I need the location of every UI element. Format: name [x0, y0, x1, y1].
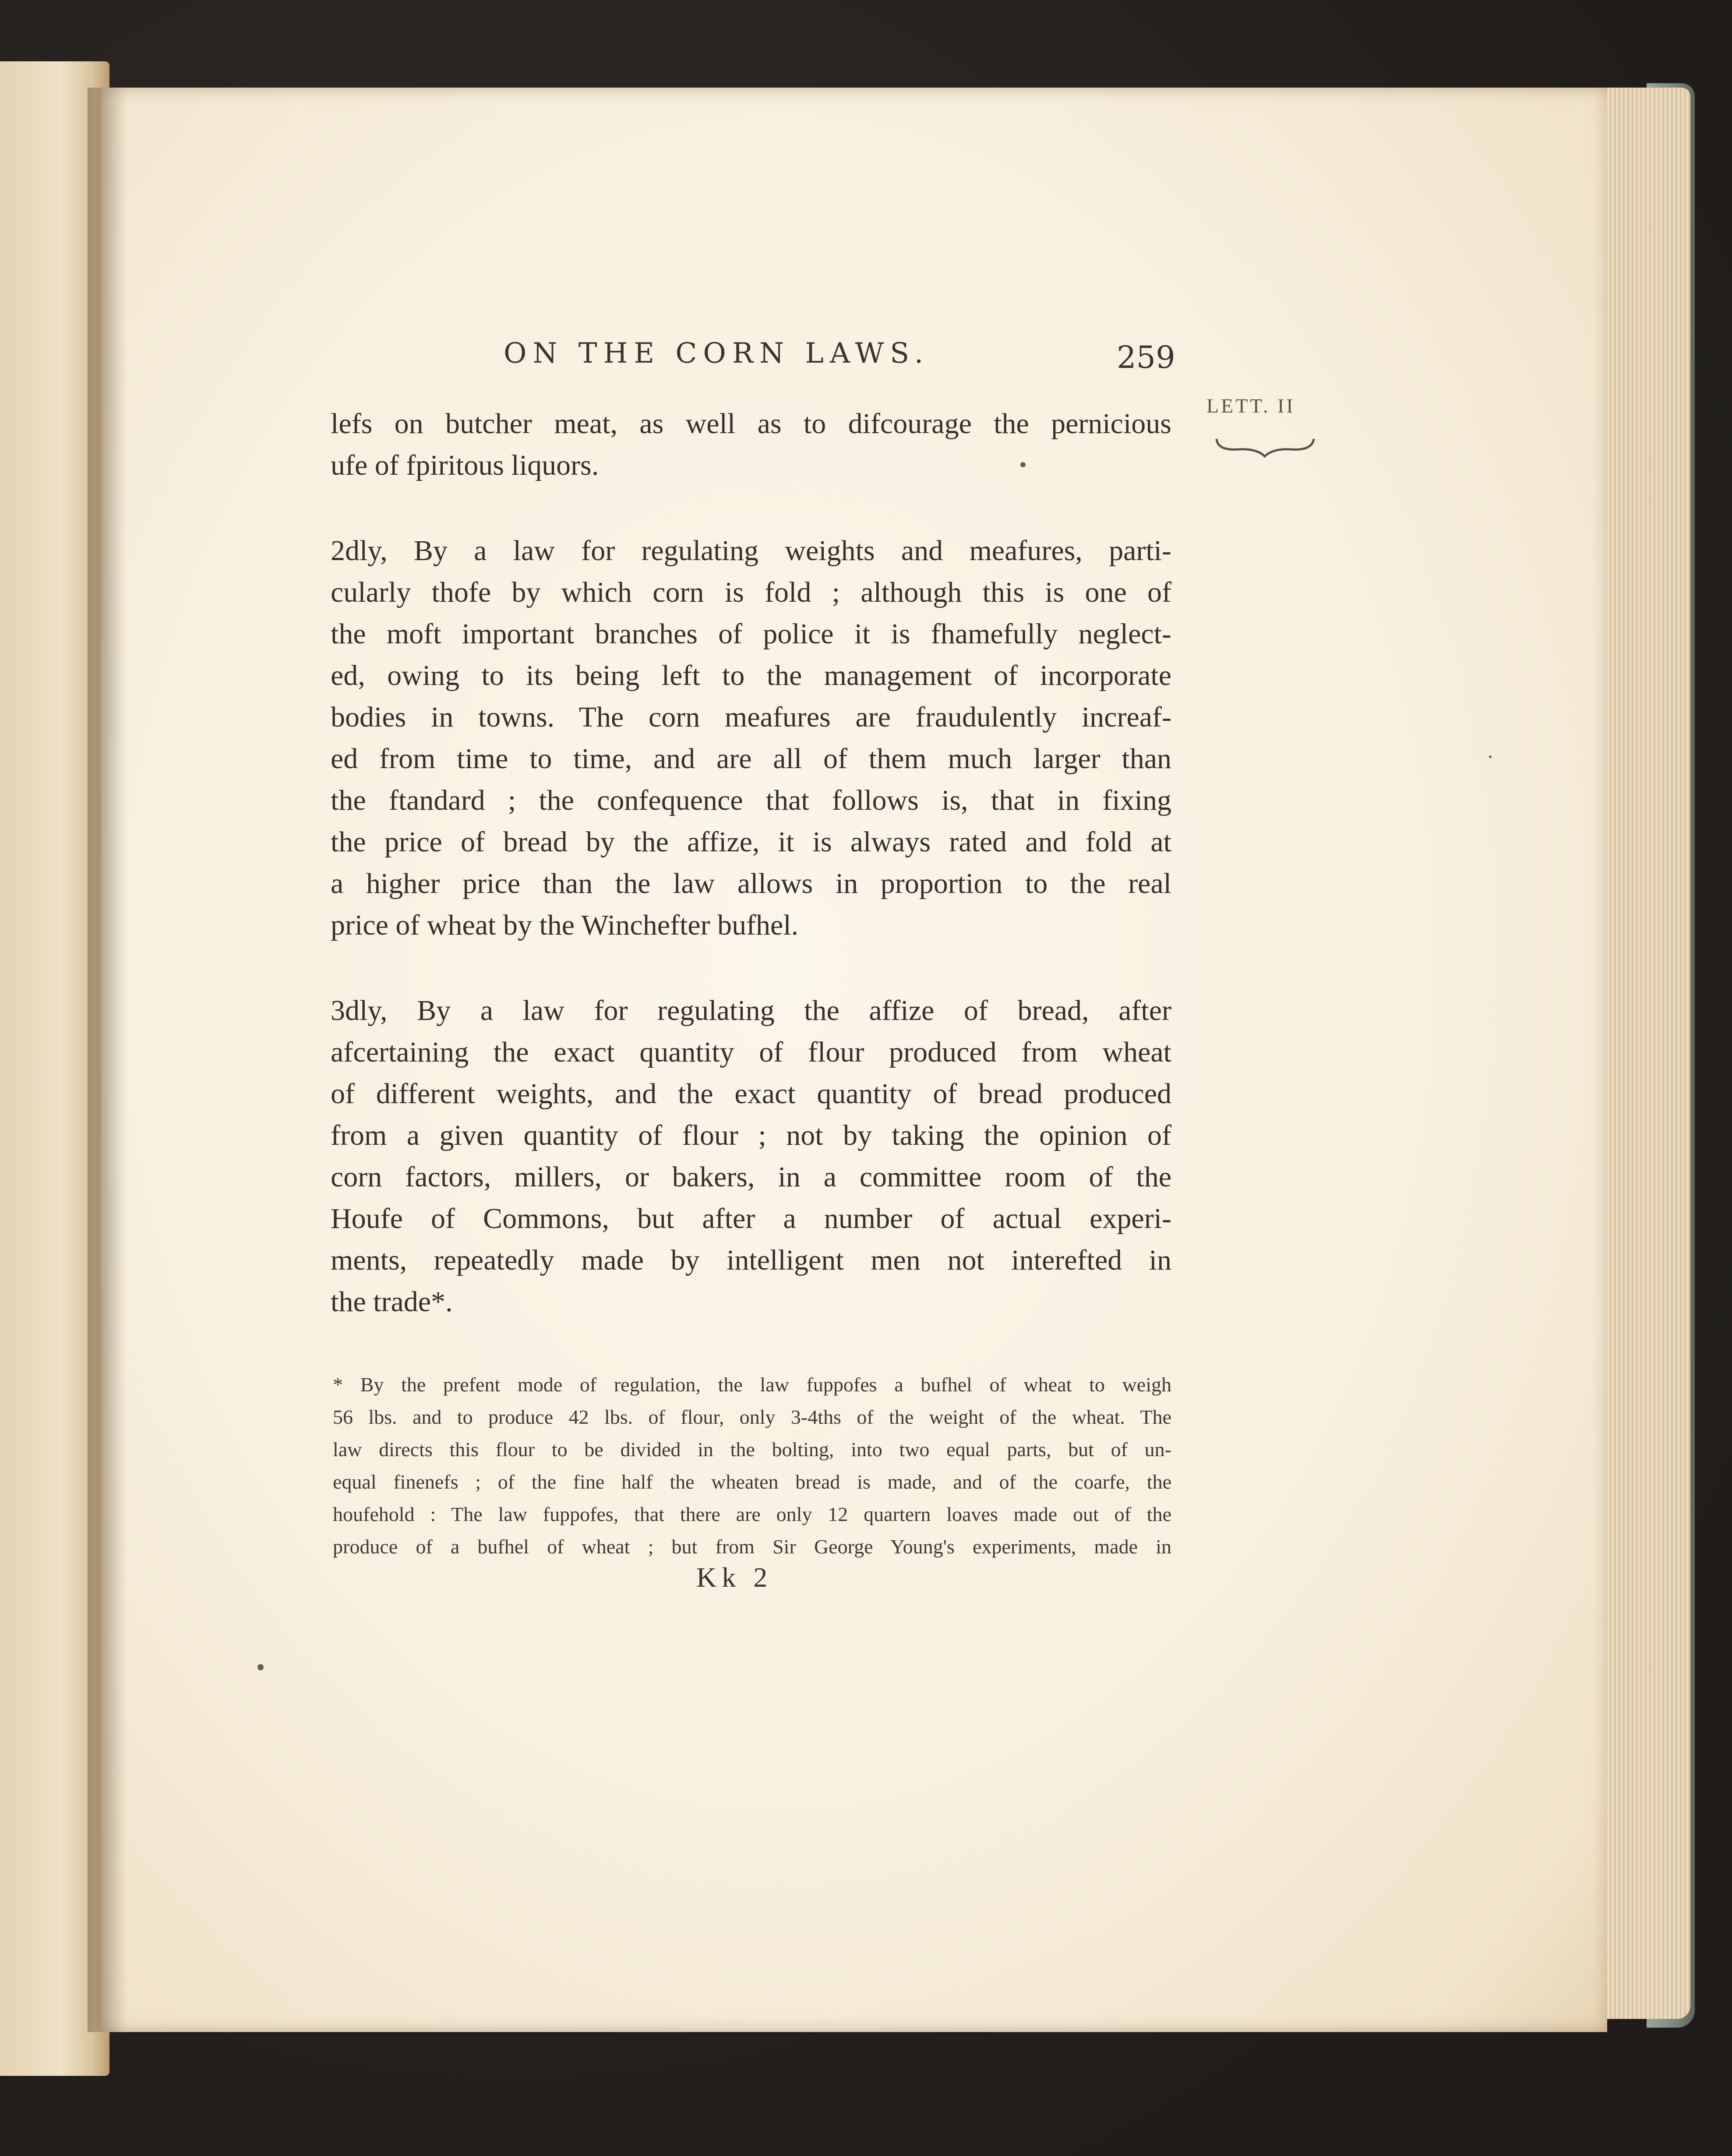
text-line: corn factors, millers, or bakers, in a committee room of the: [331, 1161, 1171, 1193]
text-line: bodies in towns. The corn meafures are fraudulently increaf-: [331, 701, 1171, 733]
footnote: [333, 1369, 1171, 1563]
footnote-line: 56 lbs. and to produce 42 lbs. of flour, only 3-4ths of the weight of the wheat. The: [333, 1406, 1171, 1428]
text-line: afcertaining the exact quantity of flour produced from wheat: [331, 1036, 1171, 1068]
text-line: the price of bread by the affize, it is always rated and fold at: [331, 826, 1171, 858]
ink-speck: [1489, 755, 1492, 758]
text-line: cularly thofe by which corn is fold ; although this is one of: [331, 576, 1171, 608]
page-number: 259: [1117, 339, 1175, 375]
text-line: ed from time to time, and are all of them much larger than: [331, 743, 1171, 775]
text-line: Houfe of Commons, but after a number of actual experi-: [331, 1203, 1171, 1235]
margin-note: LETT. II: [1206, 395, 1295, 417]
brace-ornament: [1213, 434, 1318, 460]
running-head: ON THE CORN LAWS.: [504, 337, 930, 370]
footnote-line: houfehold : The law fuppofes, that there are only 12 quartern loaves made out of the: [333, 1503, 1171, 1525]
text-line: from a given quantity of flour ; not by taking the opinion of: [331, 1119, 1171, 1151]
text-line: ments, repeatedly made by intelligent men not interefted in: [331, 1244, 1171, 1276]
text-line: a higher price than the law allows in proportion to the real: [331, 868, 1171, 900]
footnote-line: law directs this flour to be divided in the bolting, into two equal parts, but of un-: [333, 1438, 1171, 1461]
text-line: lefs on butcher meat, as well as to difcourage the pernicious: [331, 408, 1171, 440]
text-line: the ftandard ; the confequence that follows is, that in fixing: [331, 784, 1171, 816]
text-line: price of wheat by the Winchefter bufhel.: [331, 909, 799, 941]
ink-speck: [258, 1664, 264, 1670]
footnote-line: * By the prefent mode of regulation, the law fuppofes a bufhel of wheat to weigh: [333, 1373, 1171, 1396]
body-text: [331, 403, 1171, 1323]
footnote-line: produce of a bufhel of wheat ; but from Sir George Young's experiments, made in: [333, 1535, 1171, 1558]
text-line: the moft important branches of police it is fhamefully neglect-: [331, 618, 1171, 650]
gutter-shadow: [88, 88, 127, 2032]
paragraph-1: [331, 403, 1171, 486]
paragraph-2: [331, 530, 1171, 946]
text-line: of different weights, and the exact quantity of bread produced: [331, 1078, 1171, 1110]
text-line: ufe of fpiritous liquors.: [331, 449, 599, 481]
signature-mark: Kk 2: [696, 1562, 773, 1593]
text-line: the trade*.: [331, 1286, 453, 1318]
paragraph-3: [331, 990, 1171, 1323]
footnote-line: equal finenefs ; of the fine half the wheaten bread is made, and of the coarfe, the: [333, 1471, 1171, 1493]
text-line: ed, owing to its being left to the management of incorporate: [331, 660, 1171, 692]
ink-speck: [1020, 462, 1026, 467]
text-line: 3dly, By a law for regulating the affize of bread, after: [331, 995, 1171, 1027]
text-line: 2dly, By a law for regulating weights and meafures, parti-: [331, 535, 1171, 567]
